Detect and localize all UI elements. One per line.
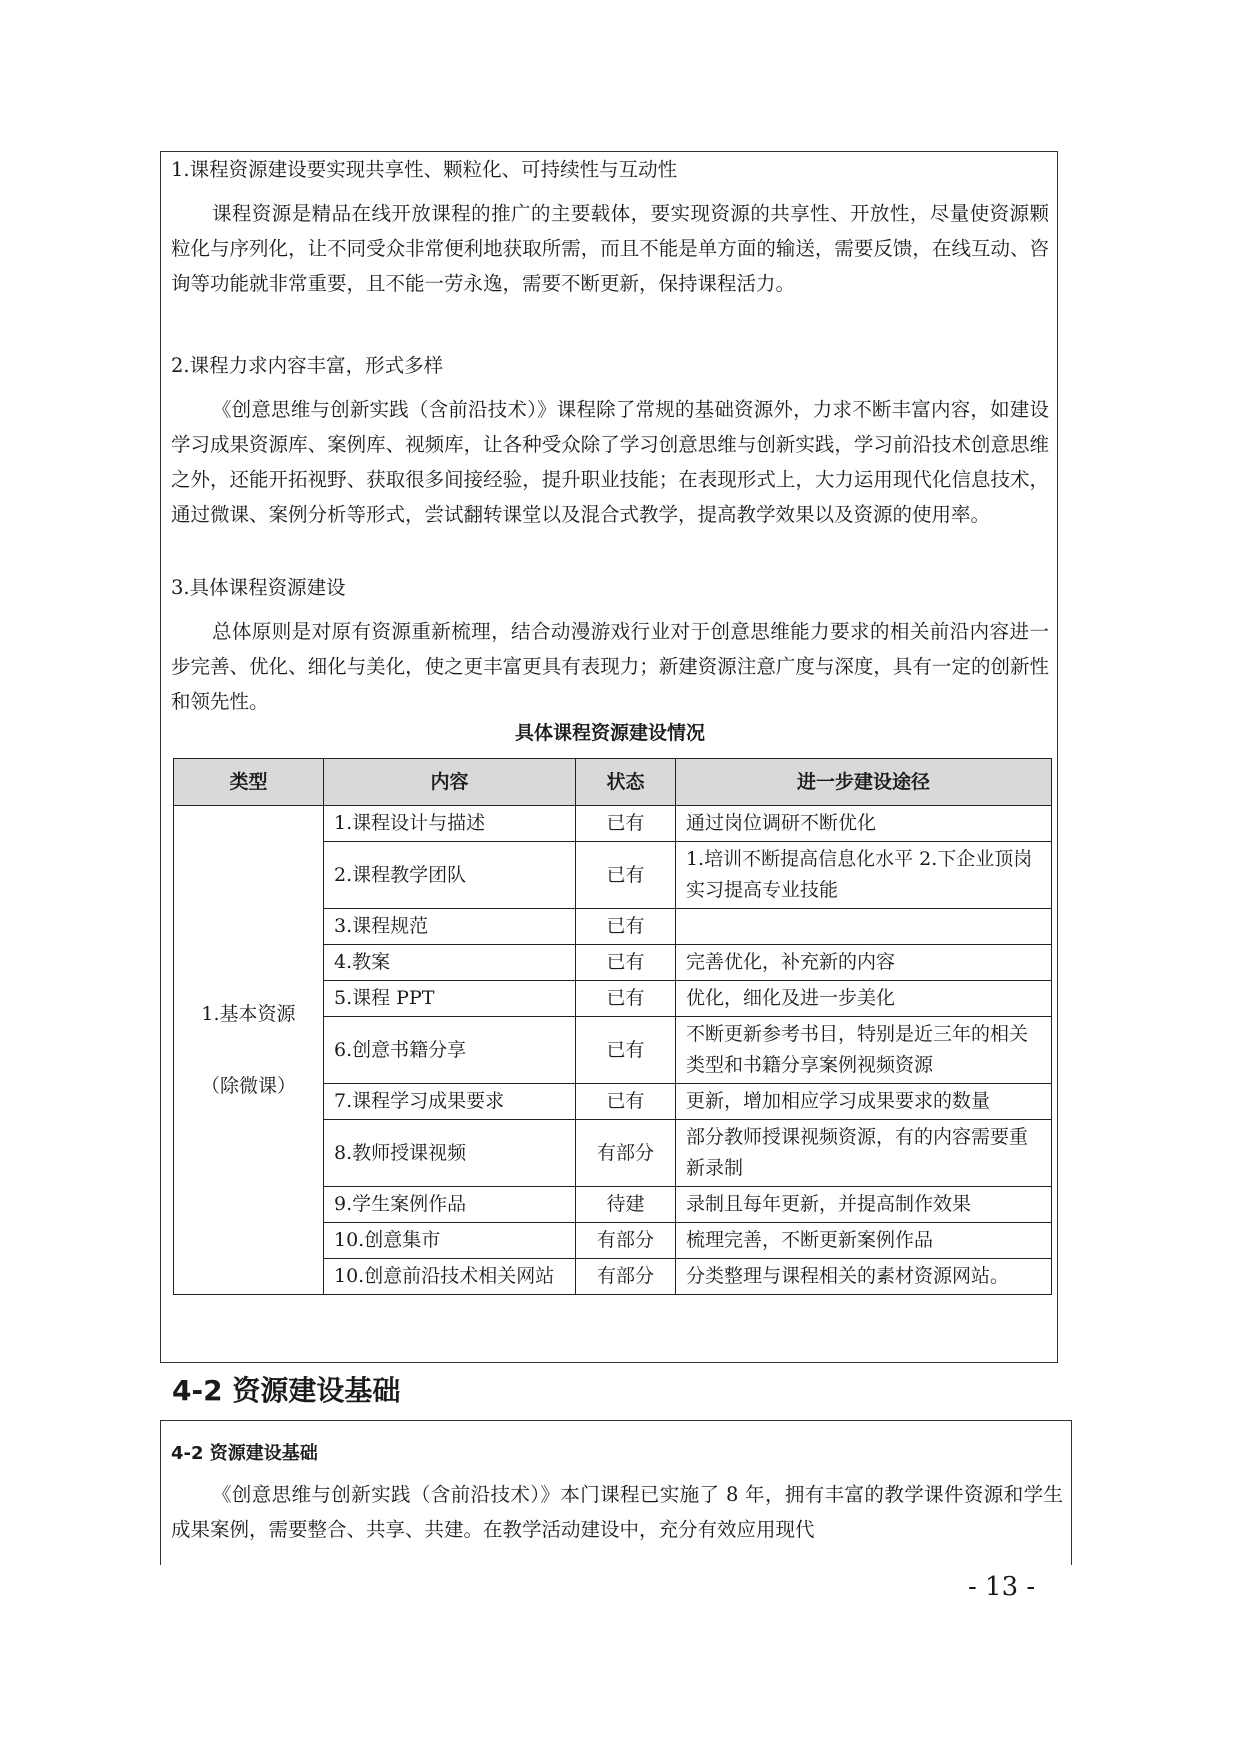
row-way [676, 909, 1052, 945]
heading-1: 1.课程资源建设要实现共享性、颗粒化、可持续性与互动性 [171, 158, 678, 181]
row-status: 待建 [576, 1187, 676, 1223]
paragraph-2: 《创意思维与创新实践（含前沿技术）》课程除了常规的基础资源外，力求不断丰富内容，如建设学习成果资源库、案例库、视频库，让各种受众除了学习创意思维与创新实践，学习前沿技术创意思维之外，还能开拓视野、获取很多间接经验，提升职业技能；在表现形式上，大力运用现代化信息技术，通过微课、案例分析等形式，尝试翻转课堂以及混合式教学，提高教学效果以及资源的使用率。 [171, 398, 1049, 526]
row-content: 10.创意前沿技术相关网站 [324, 1259, 576, 1295]
row-way: 更新，增加相应学习成果要求的数量 [676, 1084, 1052, 1120]
row-content: 8.教师授课视频 [324, 1120, 576, 1187]
table-caption: 具体课程资源建设情况 [514, 722, 705, 744]
row-way: 梳理完善，不断更新案例作品 [676, 1223, 1052, 1259]
row-content: 5.课程 PPT [324, 981, 576, 1017]
row-status: 已有 [576, 981, 676, 1017]
row-status: 已有 [576, 1017, 676, 1084]
row-status: 已有 [576, 1084, 676, 1120]
row-status: 有部分 [576, 1259, 676, 1295]
row-status: 已有 [576, 842, 676, 909]
row-way: 分类整理与课程相关的素材资源网站。 [676, 1259, 1052, 1295]
row-content: 7.课程学习成果要求 [324, 1084, 576, 1120]
row-status: 已有 [576, 806, 676, 842]
row-status: 已有 [576, 945, 676, 981]
row-content: 3.课程规范 [324, 909, 576, 945]
table-header-row [174, 759, 1052, 806]
type-cell [174, 806, 324, 1295]
row-content: 2.课程教学团队 [324, 842, 576, 909]
row-way: 通过岗位调研不断优化 [676, 806, 1052, 842]
page-number: - 13 - [968, 1572, 1036, 1602]
row-way: 完善优化，补充新的内容 [676, 945, 1052, 981]
header-type: 类型 [174, 759, 324, 806]
row-way: 录制且每年更新，并提高制作效果 [676, 1187, 1052, 1223]
type-label: 1.基本资源 [201, 1003, 296, 1025]
row-way: 不断更新参考书目，特别是近三年的相关类型和书籍分享案例视频资源 [676, 1017, 1052, 1084]
row-status: 已有 [576, 909, 676, 945]
row-way: 部分教师授课视频资源，有的内容需要重新录制 [676, 1120, 1052, 1187]
header-content: 内容 [324, 759, 576, 806]
row-content: 10.创意集市 [324, 1223, 576, 1259]
paragraph-3: 总体原则是对原有资源重新梳理，结合动漫游戏行业对于创意思维能力要求的相关前沿内容进一步完善、优化、细化与美化，使之更丰富更具有表现力；新建资源注意广度与深度，具有一定的创新性和领先性。 [171, 620, 1049, 713]
basis-paragraph: 《创意思维与创新实践（含前沿技术）》本门课程已实施了 8 年，拥有丰富的教学课件资源和学生成果案例，需要整合、共享、共建。在教学活动建设中，充分有效应用现代 [171, 1483, 1063, 1541]
row-way: 优化，细化及进一步美化 [676, 981, 1052, 1017]
section-heading: 4-2 资源建设基础 [172, 1374, 401, 1407]
row-content: 9.学生案例作品 [324, 1187, 576, 1223]
resource-building-frame [160, 151, 1058, 1363]
type-note: （除微课） [200, 1075, 296, 1097]
row-status: 有部分 [576, 1120, 676, 1187]
heading-2: 2.课程力求内容丰富，形式多样 [171, 354, 444, 377]
row-content: 1.课程设计与描述 [324, 806, 576, 842]
paragraph-1: 课程资源是精品在线开放课程的推广的主要载体，要实现资源的共享性、开放性，尽量使资源颗粒化与序列化，让不同受众非常便利地获取所需，而且不能是单方面的输送，需要反馈，在线互动、咨询等功能就非常重要，且不能一劳永逸，需要不断更新，保持课程活力。 [171, 202, 1049, 295]
resource-basis-frame [160, 1420, 1072, 1565]
header-status: 状态 [576, 759, 676, 806]
row-content: 4.教案 [324, 945, 576, 981]
resource-table [173, 758, 1052, 1295]
table-row [174, 806, 1052, 842]
row-status: 有部分 [576, 1223, 676, 1259]
row-content: 6.创意书籍分享 [324, 1017, 576, 1084]
row-way: 1.培训不断提高信息化水平 2.下企业顶岗实习提高专业技能 [676, 842, 1052, 909]
header-way: 进一步建设途径 [676, 759, 1052, 806]
frame-subheading: 4-2 资源建设基础 [171, 1443, 318, 1464]
heading-3: 3.具体课程资源建设 [171, 576, 346, 599]
